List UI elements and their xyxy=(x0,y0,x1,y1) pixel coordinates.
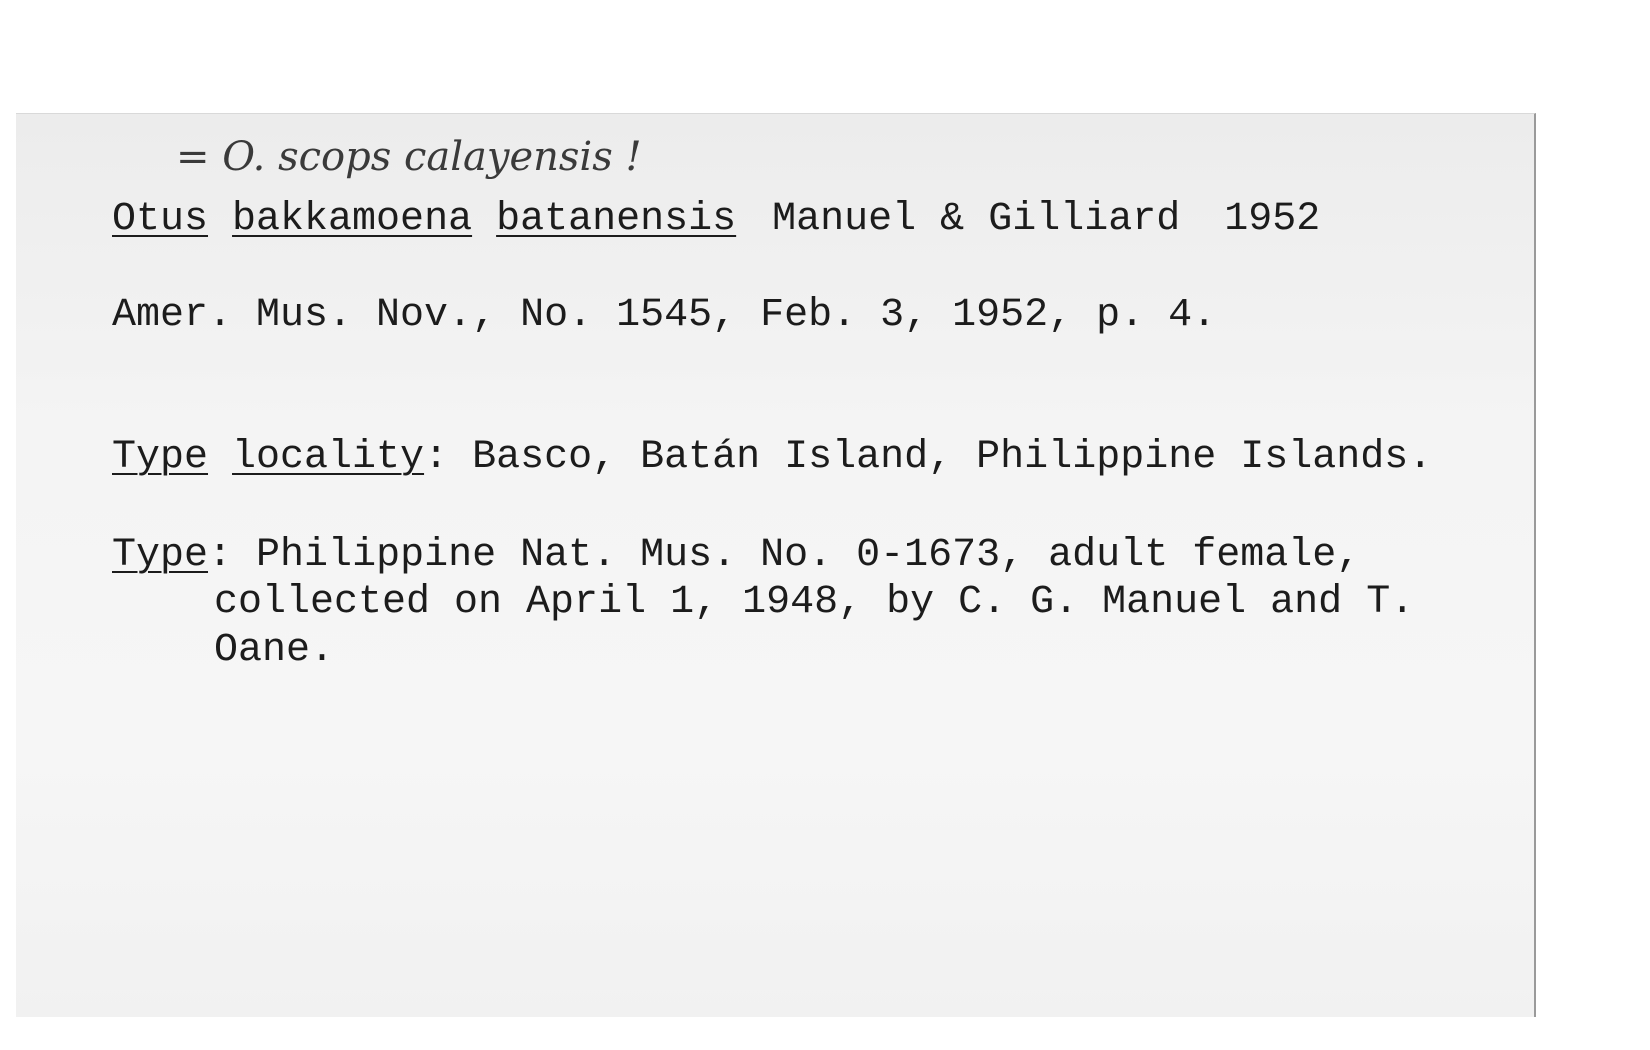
type-locality-label-2: locality xyxy=(232,435,425,480)
handwritten-annotation xyxy=(176,122,916,192)
type-locality-sep: : xyxy=(424,435,449,480)
type-line-1 xyxy=(112,533,1360,578)
type-locality-line xyxy=(112,435,1432,480)
species-name: bakkamoena xyxy=(232,197,473,242)
type-locality-value: Basco, Batán Island, Philippine Islands. xyxy=(472,435,1433,480)
type-line-2: collected on April 1, 1948, by C. G. Manuel and T. xyxy=(214,580,1415,625)
annotation-text: = O. scops calayensis ! xyxy=(176,134,642,180)
type-line-3: Oane. xyxy=(214,628,335,673)
type-label: Type xyxy=(112,533,209,578)
type-sep: : xyxy=(208,533,233,578)
type-locality-label-1: Type xyxy=(112,435,209,480)
subspecies-name: batanensis xyxy=(496,197,737,242)
genus-name: Otus xyxy=(112,197,209,242)
authors: Manuel & Gilliard xyxy=(772,197,1181,242)
year: 1952 xyxy=(1224,197,1321,242)
citation-line: Amer. Mus. Nov., No. 1545, Feb. 3, 1952, p. 4. xyxy=(112,293,1217,338)
taxon-line xyxy=(112,197,1320,242)
type-text-1: Philippine Nat. Mus. No. 0-1673, adult female, xyxy=(256,533,1361,578)
